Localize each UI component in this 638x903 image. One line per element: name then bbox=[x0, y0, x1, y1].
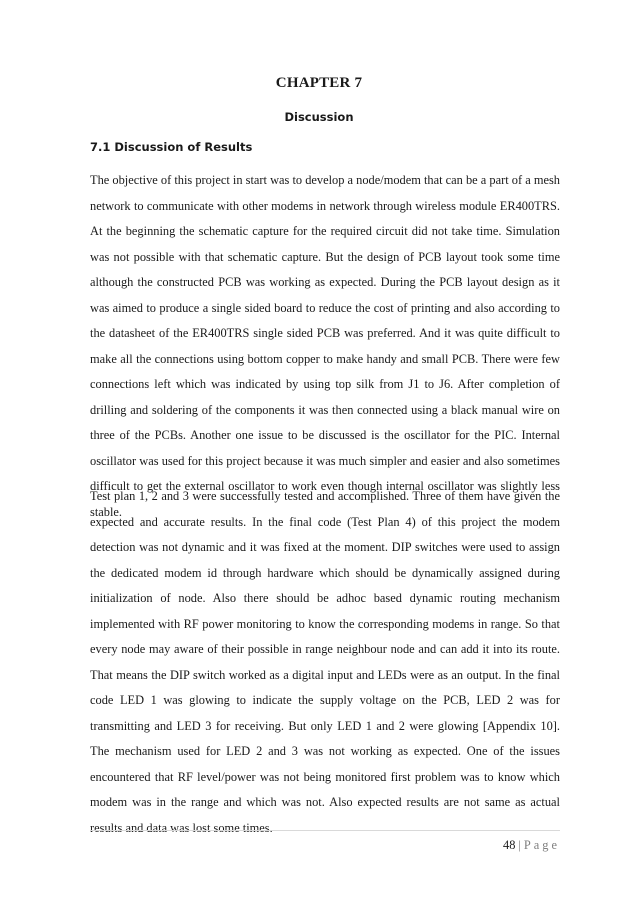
body-paragraph-1: The objective of this project in start was to develop a node/modem that can be a part of a mesh network to communicate with other modems in network through wireless module ER400TRS. At the beginning the schematic capture for the required circuit did not take time. Simulation was not possible with that schematic capture. But the design of PCB layout took some time although the constructed PCB was working as expected. During the PCB layout design as it was aimed to produce a single sided board to reduce the cost of printing and also according to the datasheet of the ER400TRS single sided PCB was preferred. And it was quite difficult to make all the connections using bottom copper to make handy and small PCB. There were few connections left which was indicated by using top silk from J1 to J6. After completion of drilling and soldering of the components it was then connected using a black manual wire on three of the PCBs. Another one issue to be discussed is the oscillator for the PIC. Internal oscillator was used for this project because it was much simpler and easier and also sometimes difficult to get the external oscillator to work even though internal oscillator was slightly less stable. bbox=[90, 173, 560, 519]
page-footer bbox=[503, 838, 560, 853]
page-label: Page bbox=[523, 838, 560, 852]
body-paragraph-2: Test plan 1, 2 and 3 were successfully tested and accomplished. Three of them have given the expected and accurate results. In the final code (Test Plan 4) of this project the modem detection was not dynamic and it was fixed at the moment. DIP switches were used to assign the dedicated modem id through hardware which should be dynamically assigned during initialization of node. Also there should be adhoc based dynamic routing mechanism implemented with RF power monitoring to know the corresponding modems in range. So that every node may aware of their possible in range neighbour node and can add it into its route. That means the DIP switch worked as a digital input and LEDs were as an output. In the final code LED 1 was glowing to indicate the supply voltage on the PCB, LED 2 was for transmitting and LED 3 for receiving. But only LED 1 and 2 were glowing [Appendix 10]. The mechanism used for LED 2 and 3 was not working as expected. One of the issues encountered that RF level/power was not being monitored first problem was to know which modem was in the range and which was not. Also expected results are not same as actual results and data was lost some times. bbox=[90, 489, 560, 835]
chapter-subtitle: Discussion bbox=[284, 110, 354, 124]
chapter-title: CHAPTER 7 bbox=[275, 75, 363, 91]
section-heading: 7.1 Discussion of Results bbox=[90, 140, 253, 154]
footer-separator: | bbox=[518, 838, 521, 852]
page-number: 48 bbox=[503, 838, 516, 852]
footer-divider bbox=[90, 830, 560, 831]
